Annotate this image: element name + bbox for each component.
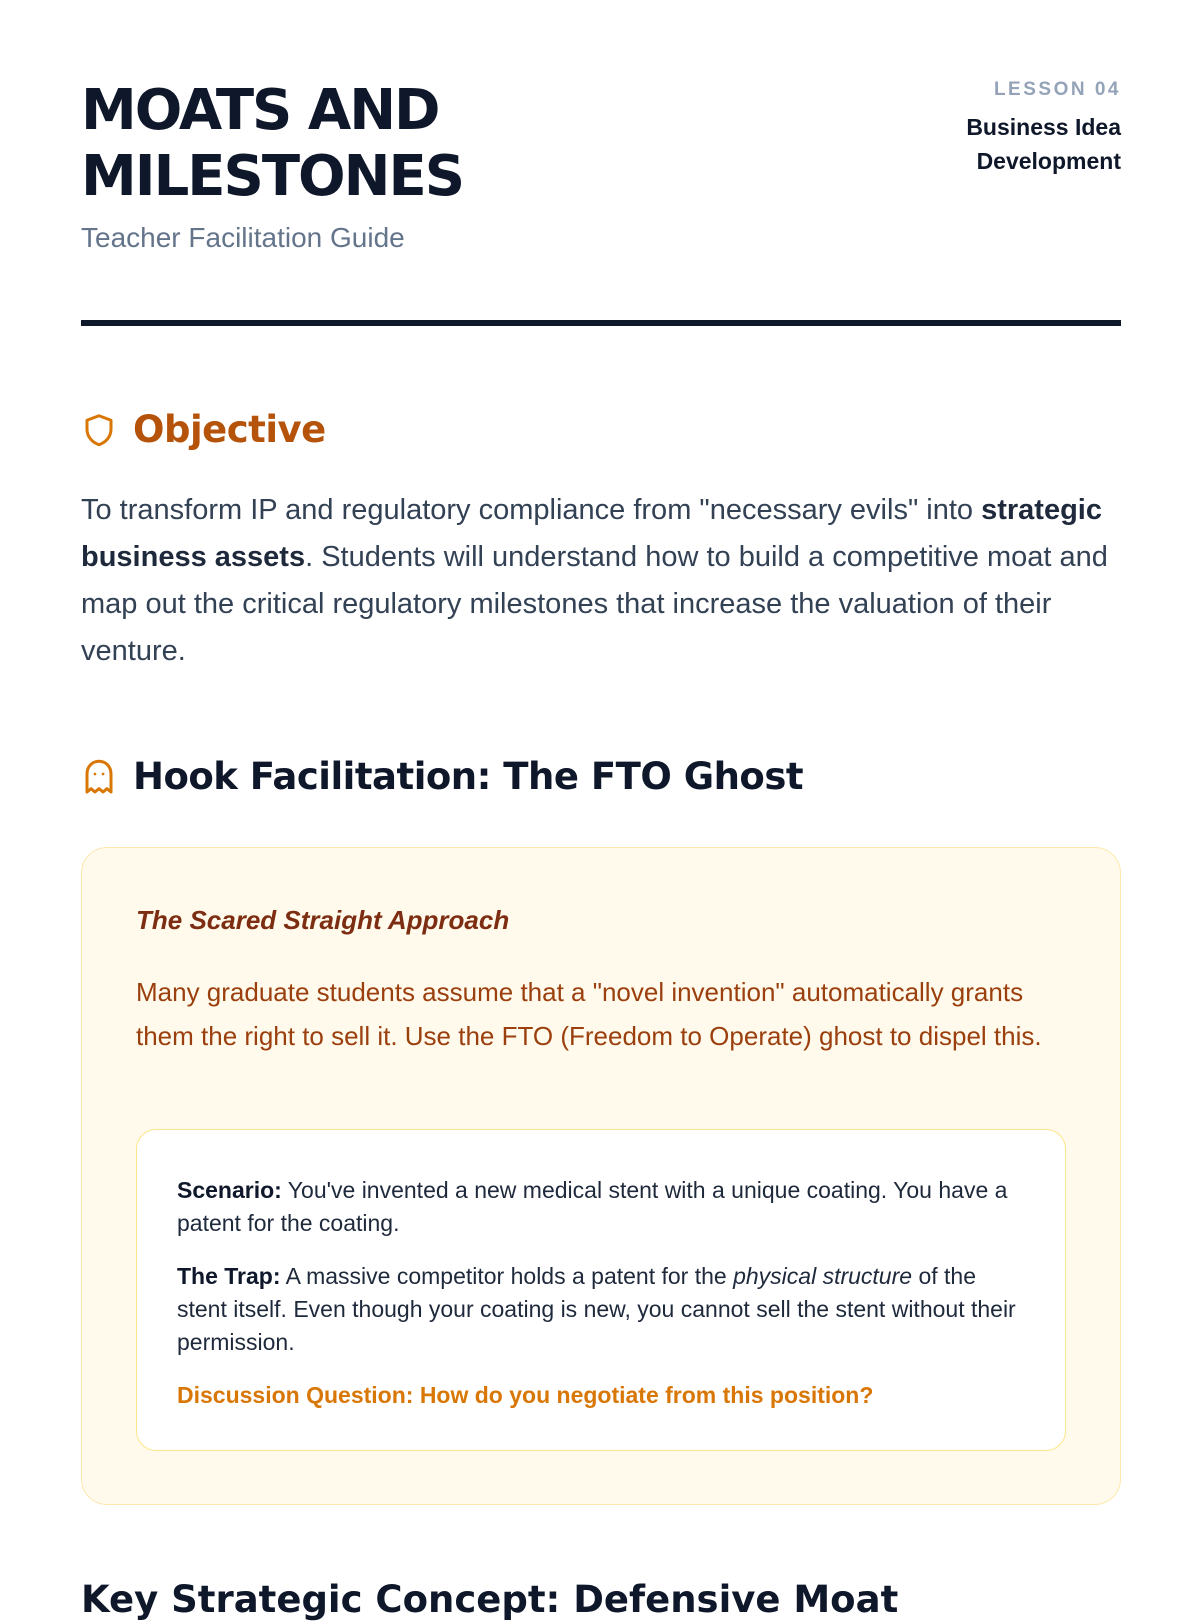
trap-paragraph xyxy=(177,1260,1025,1359)
objective-text-end: . Students will understand how to build a competitive moat and map out the critical regulatory milestones that increase the valuation of their venture. xyxy=(81,541,1108,667)
trap-text-emphasis: physical structure xyxy=(733,1263,913,1289)
page-subtitle: Teacher Facilitation Guide xyxy=(81,222,405,253)
lesson-number: LESSON 04 xyxy=(993,79,1121,100)
objective-text-start: To transform IP and regulatory compliance from "necessary evils" into xyxy=(81,494,982,526)
objective-text-emphasis: strategic business assets xyxy=(81,494,1102,573)
shield-icon xyxy=(81,411,117,449)
scenario-label: Scenario: xyxy=(177,1177,282,1203)
callout-title: The Scared Straight Approach xyxy=(136,905,510,935)
scenario-box xyxy=(136,1129,1066,1451)
scenario-paragraph xyxy=(177,1174,1025,1240)
trap-label: The Trap: xyxy=(177,1263,281,1289)
hook-heading-label: Hook Facilitation: The FTO Ghost xyxy=(133,755,804,798)
page-title: MOATS AND MILESTONES xyxy=(81,78,464,209)
trap-text-start: A massive competitor holds a patent for the xyxy=(280,1263,734,1289)
next-section-heading: Key Strategic Concept: Defensive Moat xyxy=(81,1578,899,1621)
course-name: Business Idea Development xyxy=(966,114,1121,174)
hook-heading xyxy=(81,755,803,798)
scenario-text: You've invented a new medical stent with a unique coating. You have a patent for the coating. xyxy=(177,1177,1008,1236)
hook-callout xyxy=(81,847,1121,1505)
header-divider xyxy=(81,320,1121,326)
objective-text xyxy=(81,487,1121,675)
objective-heading xyxy=(81,408,326,451)
trap-text-end: of the stent itself. Even though your coating is new, you cannot sell the stent without their permission. xyxy=(177,1263,1016,1355)
page-header xyxy=(81,78,1121,328)
discussion-question: Discussion Question: How do you negotiate from this position? xyxy=(177,1382,874,1408)
objective-heading-label: Objective xyxy=(133,408,326,451)
lesson-meta xyxy=(921,78,1121,178)
callout-text: Many graduate students assume that a "novel invention" automatically grants them the right to sell it. Use the FTO (Freedom to Operate) ghost to dispel this. xyxy=(136,977,1042,1051)
ghost-icon xyxy=(81,757,117,797)
